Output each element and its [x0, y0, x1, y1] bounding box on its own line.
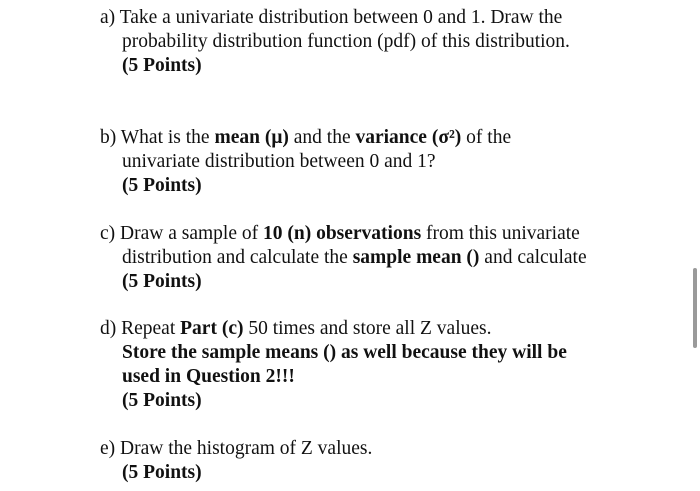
question-e: [100, 437, 660, 485]
question-c-text-4: and calculate: [479, 247, 587, 268]
question-c-points: (5 Points): [122, 271, 202, 292]
question-c-line-1: [100, 222, 660, 246]
question-a-points: (5 Points): [122, 55, 202, 76]
question-b-line-2: univariate distribution between 0 and 1?: [122, 151, 436, 172]
question-b-points: (5 Points): [122, 175, 202, 196]
question-c-text-3: distribution and calculate the: [122, 247, 353, 268]
question-c-line-2: [100, 246, 660, 270]
mean-term: mean (μ): [214, 127, 289, 148]
question-a-line-2: probability distribution function (pdf) of this distribution.: [122, 31, 570, 52]
question-b-text-2: and the: [288, 127, 356, 148]
question-b-text-1: b) What is the: [100, 127, 215, 148]
question-d-line-3: used in Question 2!!!: [122, 366, 295, 387]
question-e-points: (5 Points): [122, 462, 202, 483]
question-b-text-3: of the: [461, 127, 512, 148]
variance-term: variance (σ²): [355, 127, 462, 148]
question-e-line-1: e) Draw the histogram of Z values.: [100, 438, 373, 459]
sample-mean-term: sample mean (): [352, 247, 480, 268]
question-a-line-1: a) Take a univariate distribution between 0 and 1. Draw the: [100, 7, 563, 28]
question-c-text-1: c) Draw a sample of: [100, 223, 263, 244]
question-d-points: (5 Points): [122, 390, 202, 411]
question-d-text-1: d) Repeat: [100, 318, 181, 339]
part-c-term: Part (c): [180, 318, 244, 339]
question-b: [100, 126, 660, 198]
question-c: [100, 222, 660, 294]
question-b-line-1: [100, 126, 660, 150]
question-d: [100, 317, 660, 413]
question-d-line-1: [100, 317, 660, 341]
observations-term: 10 (n) observations: [262, 223, 422, 244]
vertical-scrollbar[interactable]: [693, 268, 697, 348]
question-a: [100, 6, 660, 78]
question-d-line-2: Store the sample means () as well because they will be: [122, 342, 567, 363]
question-d-text-2: 50 times and store all Z values.: [243, 318, 492, 339]
question-c-text-2: from this univariate: [421, 223, 580, 244]
